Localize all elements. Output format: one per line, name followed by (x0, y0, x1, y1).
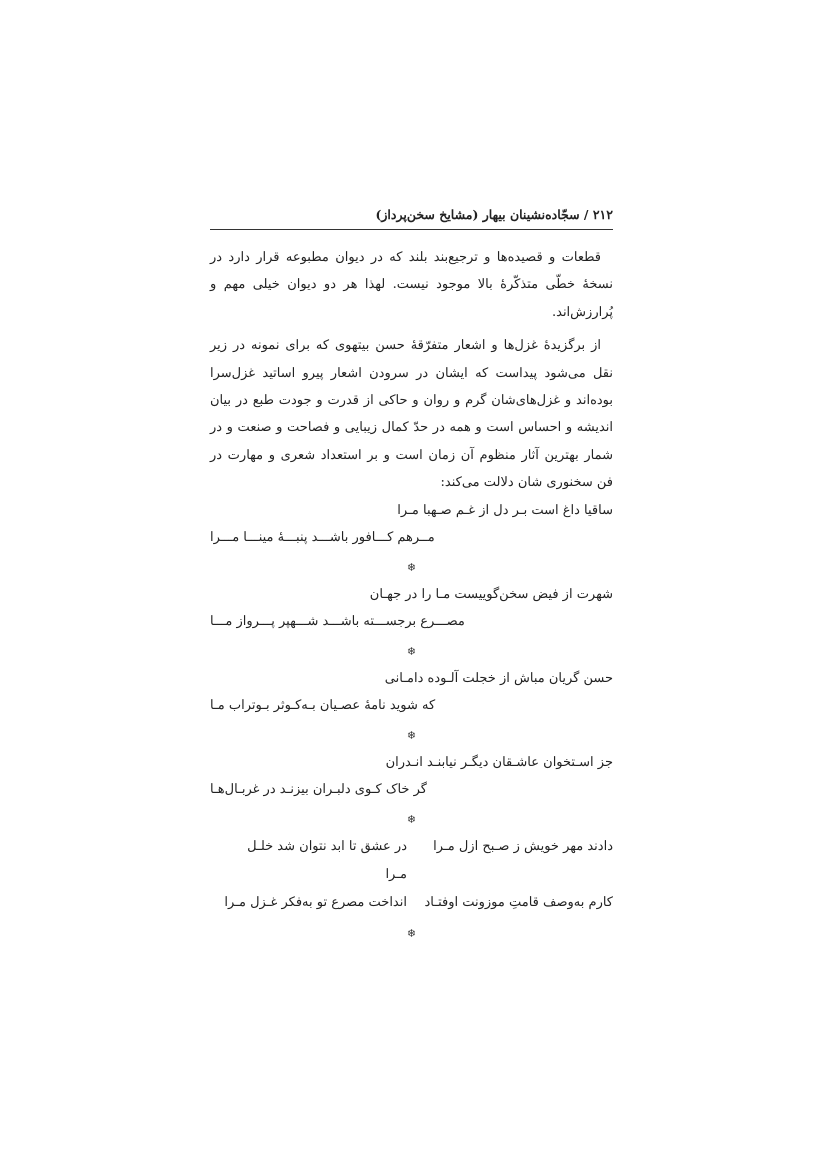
verse (210, 665, 613, 719)
separator-ornament: ❄ (406, 728, 417, 742)
verse (210, 749, 613, 803)
hemistich-first: کارم به‌وصف قامتِ موزونت اوفتـاد (424, 894, 613, 910)
hemistich-first: جز اسـتخوان عاشـقان دیگـر نیابنـد انـدران (385, 754, 613, 770)
couplet (210, 833, 613, 889)
hemistich-second: در عشق تا ابد نتوان شد خلـل مـرا (247, 838, 407, 882)
separator-ornament: ❄ (406, 926, 417, 940)
hemistich-first: حسن گریان مباش از خجلت آلـوده دامـانی (384, 670, 613, 686)
hemistich-first: دادند مهر خویش ز صـبح ازل مـرا (433, 838, 613, 854)
book-page (210, 205, 613, 947)
hemistich-first: شهرت از فیض سخن‌گوییست مـا را در جهـان (369, 586, 613, 602)
couplet (210, 889, 613, 917)
hemistich-second: گر خاک کـوی دلبـران بیزنـد در غربـال‌هـا (210, 781, 427, 797)
separator-ornament: ❄ (406, 644, 417, 658)
paragraph: قطعات و قصیده‌ها و ترجیع‌بند بلند که در دیوان مطبوعه قرار دارد در نسخهٔ خطّی متذکّرهٔ بالا موجود نیست. لهذا هر دو دیوان خیلی مهم و پُرارزش‌اند. (210, 250, 613, 320)
verse (210, 497, 613, 551)
hemistich-second: مصـــرع برجســـته باشـــد شـــهپر پـــرواز مـــا (210, 613, 465, 629)
paragraph: از برگزیدهٔ غزل‌ها و اشعار متفرّقهٔ حسن بیتهوی که برای نمونه در زیر نقل می‌شود پیداست که ایشان در سرودن اشعار پیرو اساتید غزل‌سرا بوده‌اند و غزل‌های‌شان گرم و روان و حاکی از قدرت و جودت طبع در بیان اندیشه و احساس است و همه در حدّ کمال زیبایی و فصاحت و صنعت و در شمار بهترین آثار منظوم آن زمان است و بر استعداد شعری و مهارت در فن سخنوری شان دلالت می‌کند: (210, 338, 613, 491)
hemistich-second: که شوید نامهٔ عصـیان بـه‌کـوثر بـوتراب مـا (210, 697, 436, 713)
separator-ornament: ❄ (406, 560, 417, 574)
running-header: ۲۱۲ / سجّاده‌نشینان بیهار (مشایخ سخن‌پرداز) (210, 205, 613, 230)
verse (210, 581, 613, 635)
hemistich-first: ساقیا داغ است بـر دل از غـم صـهبا مـرا (397, 502, 613, 518)
hemistich-second: انداخت مصرع تو به‌فکر غـزل مـرا (224, 894, 407, 910)
hemistich-second: مــرهم کـــافور باشـــد پنبـــهٔ مینـــا مـــرا (210, 529, 435, 545)
separator-ornament: ❄ (406, 812, 417, 826)
